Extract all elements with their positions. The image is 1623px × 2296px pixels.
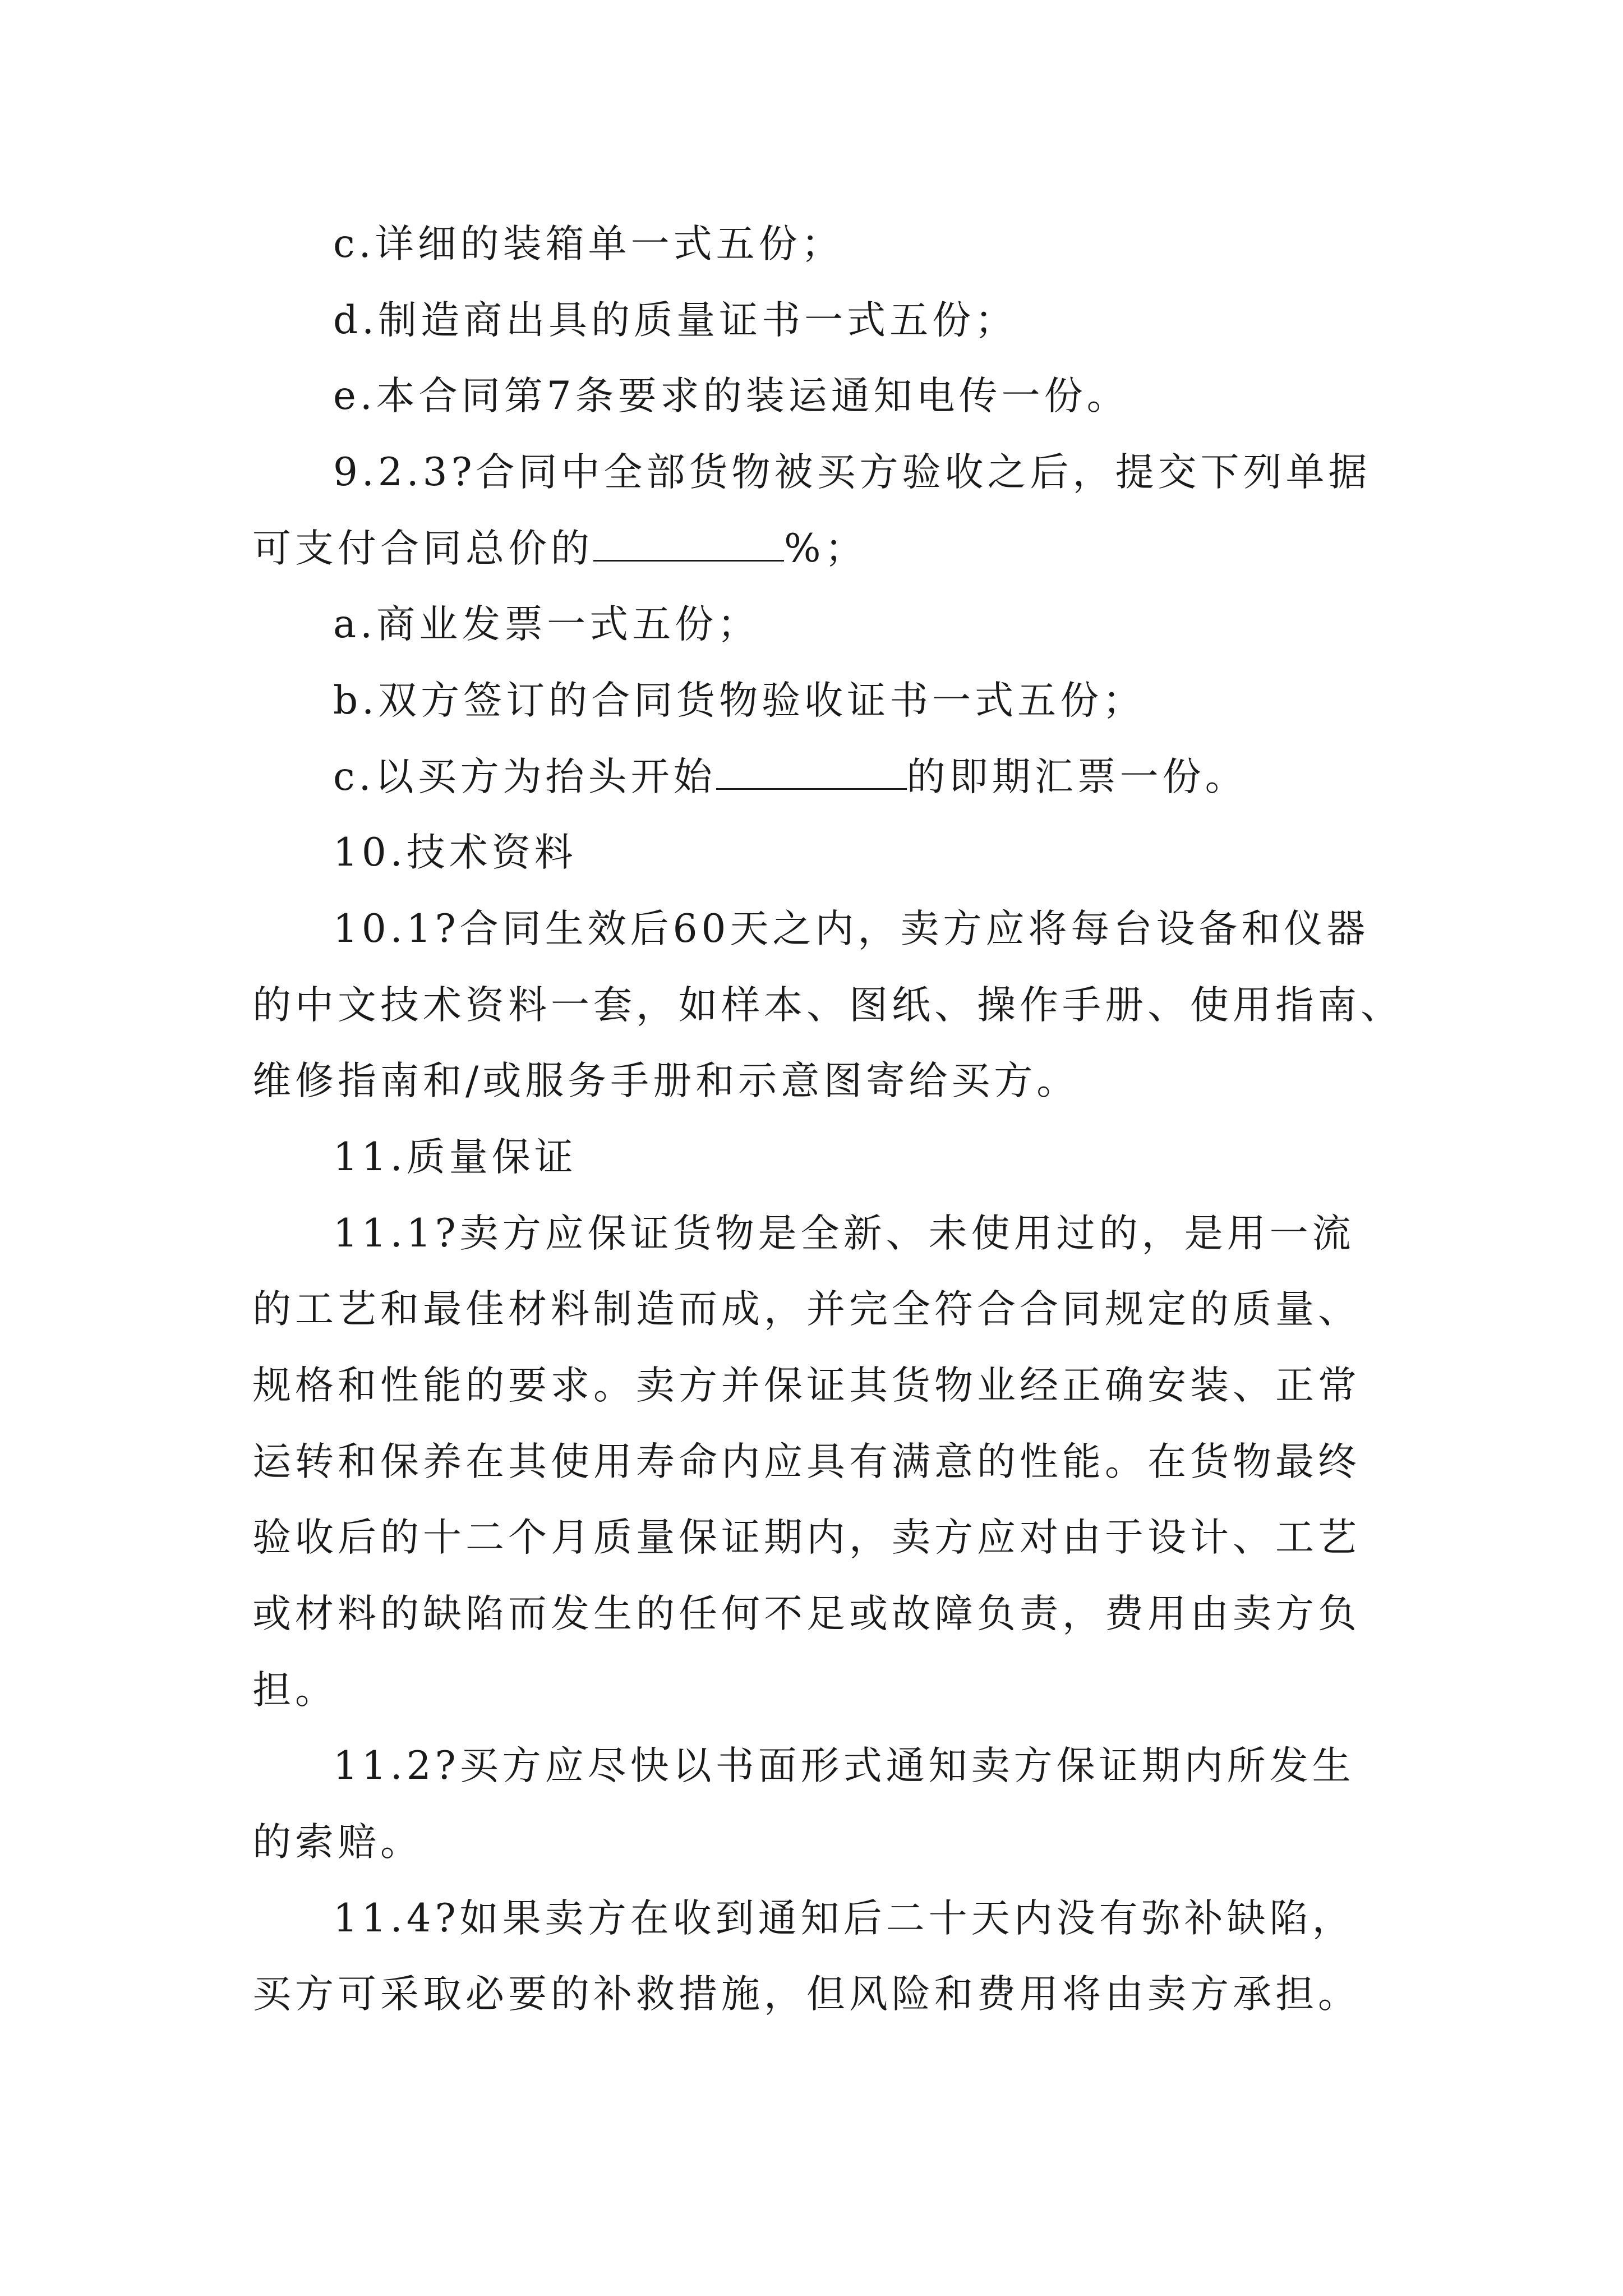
- fill-in-blank: [716, 754, 907, 790]
- text-line: 9.2.3?合同中全部货物被买方验收之后，提交下列单据: [333, 450, 1371, 495]
- text-line: 维修指南和/或服务手册和示意图寄给买方。: [252, 1059, 1080, 1103]
- text-line: 11.1?卖方应保证货物是全新、未使用过的，是用一流: [333, 1211, 1355, 1256]
- text-line: c.详细的装箱单一式五份；: [333, 222, 844, 266]
- text-line: 11.4?如果卖方在收到通知后二十天内没有弥补缺陷，: [333, 1896, 1355, 1941]
- text-line: 规格和性能的要求。卖方并保证其货物业经正确安装、正常: [252, 1363, 1361, 1408]
- text-line: 的索赔。: [252, 1820, 423, 1865]
- text-line: [252, 521, 868, 577]
- text-line: d.制造商出具的质量证书一式五份；: [333, 298, 1018, 343]
- text-segment: 的即期汇票一份。: [906, 754, 1248, 799]
- text-line: 买方可采取必要的补救措施，但风险和费用将由卖方承担。: [252, 1972, 1361, 2017]
- fill-in-blank: [593, 526, 784, 562]
- text-line: 10.1?合同生效后60天之内，卖方应将每台设备和仪器: [333, 907, 1370, 951]
- text-line: e.本合同第7条要求的装运通知电传一份。: [333, 374, 1129, 418]
- text-segment: %；: [784, 526, 868, 571]
- text-line: 的工艺和最佳材料制造而成，并完全符合合同规定的质量、: [252, 1287, 1361, 1332]
- text-line: 运转和保养在其使用寿命内应具有满意的性能。在货物最终: [252, 1439, 1361, 1484]
- text-line: b.双方签订的合同货物验收证书一式五份；: [333, 678, 1146, 723]
- section-heading: 11.质量保证: [333, 1135, 577, 1180]
- text-line: 11.2?买方应尽快以书面形式通知卖方保证期内所发生: [333, 1743, 1355, 1788]
- text-line: 验收后的十二个月质量保证期内，卖方应对由于设计、工艺: [252, 1515, 1361, 1560]
- text-line: 或材料的缺陷而发生的任何不足或故障负责，费用由卖方负: [252, 1591, 1361, 1636]
- section-heading: 10.技术资料: [333, 830, 577, 875]
- text-line: 的中文技术资料一套，如样本、图纸、操作手册、使用指南、: [252, 983, 1403, 1028]
- text-line: a.商业发票一式五份；: [333, 602, 760, 647]
- text-segment: c.以买方为抬头开始: [333, 754, 716, 799]
- text-line: [333, 749, 1248, 805]
- text-segment: 可支付合同总价的: [252, 526, 593, 571]
- text-line: 担。: [252, 1668, 338, 1713]
